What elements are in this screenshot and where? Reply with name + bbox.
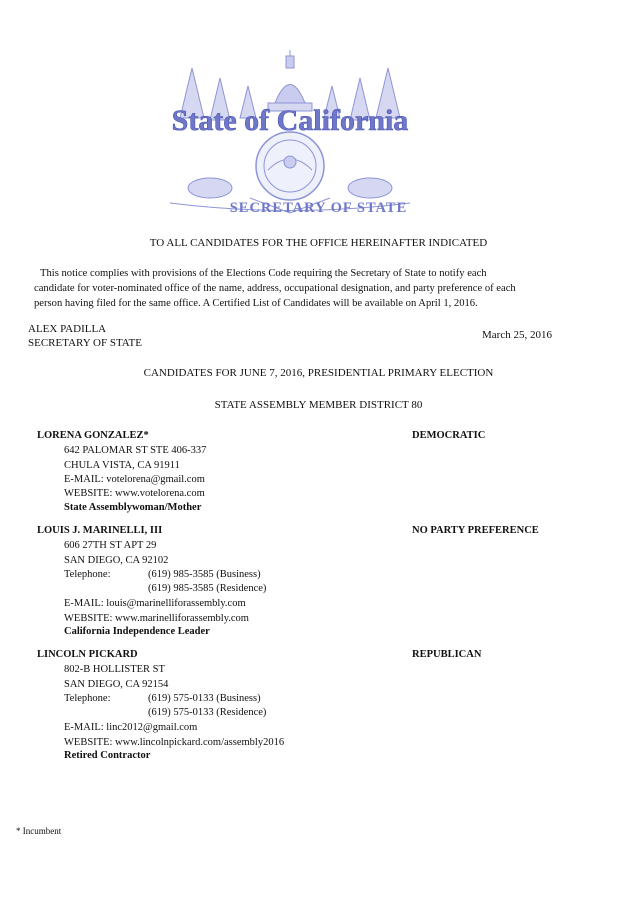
candidate-address-line-1: 802-B HOLLISTER ST — [64, 664, 165, 675]
candidate-party: NO PARTY PREFERENCE — [412, 525, 539, 536]
candidate-address-line-1: 606 27TH ST APT 29 — [64, 540, 157, 551]
notice-line-1: This notice complies with provisions of the Elections Code requiring the Secretary of State to notify each — [40, 268, 487, 279]
candidate-occupation: State Assemblywoman/Mother — [64, 502, 202, 513]
notice-paragraph — [34, 266, 579, 311]
incumbent-footnote: * Incumbent — [16, 826, 62, 836]
candidate-website: WEBSITE: www.lincolnpickard.com/assembly2016 — [64, 737, 285, 748]
candidate-website: WEBSITE: www.votelorena.com — [64, 488, 205, 499]
candidate-entry — [37, 525, 597, 643]
candidate-party: REPUBLICAN — [412, 649, 482, 660]
telephone-label: Telephone: — [64, 569, 111, 580]
candidate-name: LOUIS J. MARINELLI, III — [37, 525, 163, 536]
notice-line-3: person having filed for the same office. A Certified List of Candidates will be available on April 1, 2016. — [34, 298, 478, 309]
notice-title: TO ALL CANDIDATES FOR THE OFFICE HEREINAFTER INDICATED — [149, 237, 488, 249]
candidate-address-line-1: 642 PALOMAR ST STE 406-337 — [64, 445, 207, 456]
candidate-website: WEBSITE: www.marinelliforassembly.com — [64, 613, 249, 624]
state-seal-letterhead — [140, 48, 440, 218]
telephone-label: Telephone: — [64, 693, 111, 704]
candidate-occupation: Retired Contractor — [64, 750, 151, 761]
candidate-party: DEMOCRATIC — [412, 430, 486, 441]
election-title: CANDIDATES FOR JUNE 7, 2016, PRESIDENTIAL PRIMARY ELECTION — [143, 367, 494, 379]
department-title: SECRETARY OF STATE — [229, 200, 408, 216]
phone-residence: (619) 985-3585 (Residence) — [148, 583, 267, 594]
office-title: STATE ASSEMBLY MEMBER DISTRICT 80 — [214, 399, 423, 411]
phone-business: (619) 985-3585 (Business) — [148, 569, 261, 580]
candidate-address-line-2: SAN DIEGO, CA 92154 — [64, 679, 169, 690]
phone-business: (619) 575-0133 (Business) — [148, 693, 261, 704]
candidate-address-line-2: SAN DIEGO, CA 92102 — [64, 555, 169, 566]
candidate-entry — [37, 649, 597, 767]
notice-date: March 25, 2016 — [482, 329, 552, 341]
signatory-name: ALEX PADILLA — [28, 323, 107, 335]
candidate-name: LORENA GONZALEZ* — [37, 430, 149, 441]
candidate-email: E-MAIL: linc2012@gmail.com — [64, 722, 198, 733]
candidate-email: E-MAIL: votelorena@gmail.com — [64, 474, 205, 485]
california-seal-icon — [140, 48, 440, 218]
candidate-entry — [37, 430, 597, 520]
notice-line-2: candidate for voter-nominated office of the name, address, occupational designation, and party preference of each — [34, 283, 516, 294]
seal-title-text: State of California — [171, 104, 409, 137]
phone-residence: (619) 575-0133 (Residence) — [148, 707, 267, 718]
candidate-email: E-MAIL: louis@marinelliforassembly.com — [64, 598, 246, 609]
candidate-name: LINCOLN PICKARD — [37, 649, 138, 660]
signatory-title: SECRETARY OF STATE — [28, 337, 142, 349]
candidate-address-line-2: CHULA VISTA, CA 91911 — [64, 460, 180, 471]
candidate-occupation: California Independence Leader — [64, 626, 210, 637]
